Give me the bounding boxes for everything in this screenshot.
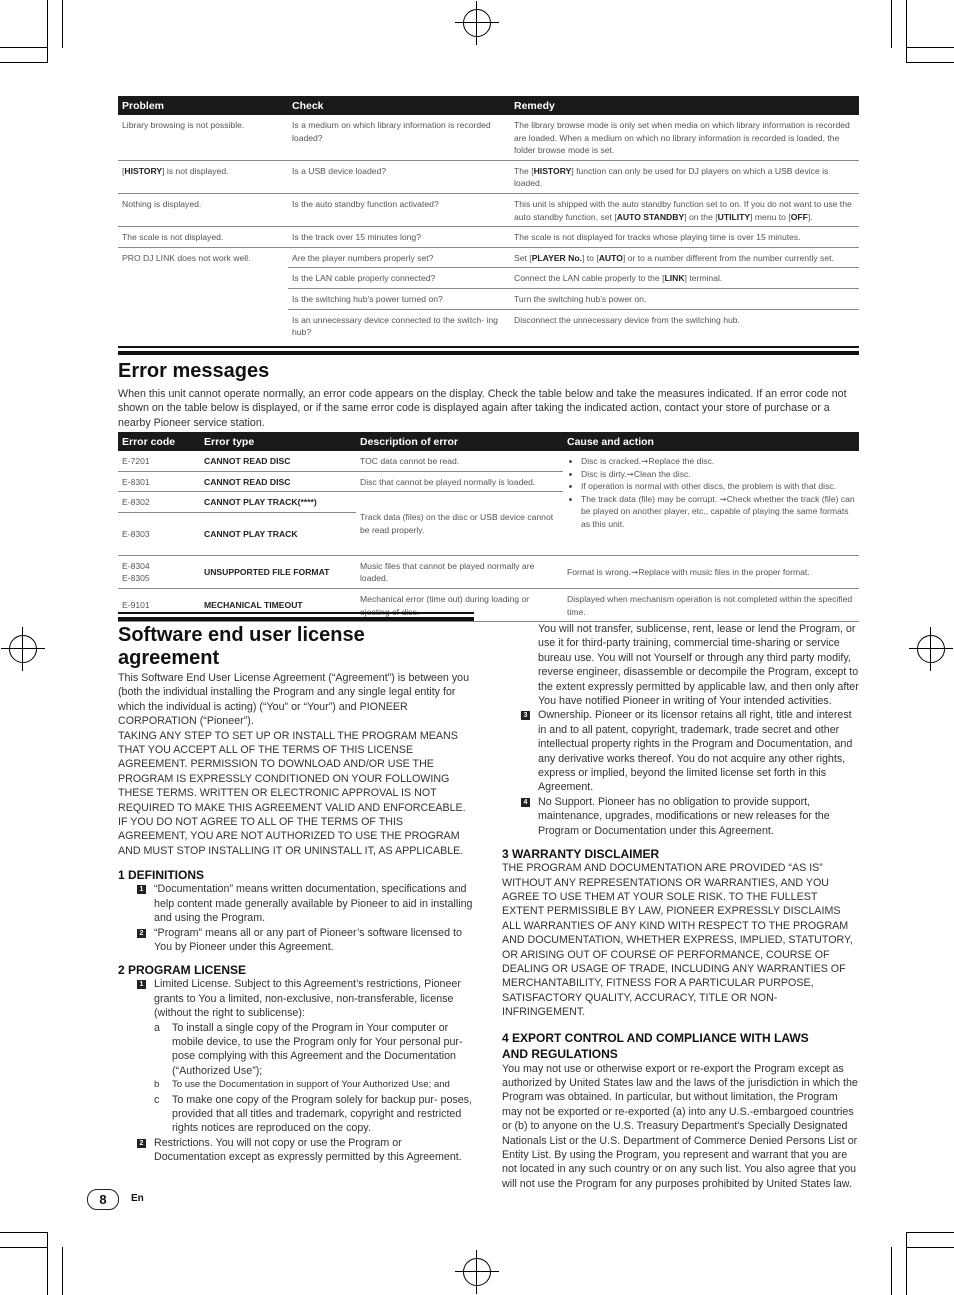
problem-cell: [HISTORY] is not displayed.	[118, 160, 288, 193]
page-number-badge: 8	[87, 1189, 119, 1210]
list-item: • Disc is dirty.➞Clean the disc.	[581, 468, 855, 481]
crop-mark	[0, 1232, 48, 1233]
section-4-heading: 4 EXPORT CONTROL AND COMPLIANCE WITH LAWS AND REGULATIONS	[502, 1030, 809, 1061]
crop-mark	[906, 1232, 907, 1295]
col-header-description: Description of error	[356, 432, 563, 451]
warranty-text: THE PROGRAM AND DOCUMENTATION ARE PROVIDED “AS IS” WITHOUT ANY REPRESENTATIONS OR WARRANTIES, AND YOU AGREE TO USE THEM AT YOUR SOLE RISK. TO THE FULLEST EXTENT PERMISSIBLE BY LAW, PIONEER EXPRESSLY DISCLAIMS ALL WARRANTIES OF ANY KIND WITH RESPECT TO THE PROGRAM AND DOCUMENTATION, WHETHER EXPRESS, IMPLIED, STATUTORY, OR ARISING OUT OF COURSE OF PERFORMANCE, COURSE OF DEALING OR USAGE OF TRADE, INCLUDING ANY WARRANTIES OF MERCHANTABILITY, FITNESS FOR A PARTICULAR PURPOSE, SATISFACTORY QUALITY, ACCURACY, TITLE OR NON-INFRINGEMENT.	[502, 862, 853, 1019]
list-item: 2 Restrictions. You will not copy or use the Program or Documentation except as expressly permitted by this Agreement.	[118, 1136, 474, 1165]
error-code-cell: E-8301	[118, 471, 200, 492]
col-header-problem: Problem	[118, 96, 288, 115]
check-cell: Is a USB device loaded?	[288, 160, 510, 193]
number-badge: 3	[521, 711, 530, 720]
section-3-heading: 3 WARRANTY DISCLAIMER	[502, 847, 660, 862]
section-1-heading: 1 DEFINITIONS	[118, 868, 205, 883]
table-row	[118, 247, 859, 268]
list-item: • If operation is normal with other discs, the problem is with that disc.	[581, 480, 855, 493]
section-rule	[118, 617, 474, 621]
problem-cell: Nothing is displayed.	[118, 193, 288, 226]
error-type-cell: CANNOT READ DISC	[200, 471, 356, 492]
description-cell: Music files that cannot be played normally are loaded.	[356, 555, 563, 588]
col-header-cause: Cause and action	[563, 432, 859, 451]
list-item: 1 Limited License. Subject to this Agreement’s restrictions, Pioneer grants to You a limited, non-exclusive, non-transferable, license (without the right to sublicense):	[118, 977, 474, 1020]
language-label: En	[131, 1193, 144, 1204]
remedy-cell: Disconnect the unnecessary device from the switching hub.	[514, 314, 740, 325]
error-code-cell: E-7201	[118, 451, 200, 471]
description-cell: Disc that cannot be played normally is loaded.	[356, 471, 563, 492]
remedy-cell: Turn the switching hub’s power on.	[510, 288, 859, 309]
license-title-line: agreement	[118, 647, 220, 669]
check-cell: Is the auto standby function activated?	[288, 193, 510, 226]
list-item: 3 Ownership. Pioneer or its licensor retains all right, title and interest in and to all patent, copyright, trademark, trade secret and other intellectual property rights in the Program and Documentation, and any derivative works thereof. You do not acquire any other rights, express or implied, beyond the limited license set forth in this Agreement.	[502, 708, 859, 794]
col-header-check: Check	[288, 96, 510, 115]
error-messages-title: Error messages	[118, 360, 270, 382]
table-row	[118, 451, 859, 471]
list-item: 4 No Support. Pioneer has no obligation to provide support, maintenance, upgrades, modifications or new releases for the Program or Documentation under this Agreement.	[502, 795, 859, 838]
table-row	[118, 160, 859, 193]
description-cell: Mechanical error (time out) during loading or	[356, 588, 563, 621]
col-header-error-code: Error code	[118, 432, 200, 451]
section-rule	[118, 612, 474, 614]
section-rule	[118, 351, 859, 355]
number-badge: 1	[137, 980, 146, 989]
description-cell: TOC data cannot be read.	[356, 451, 563, 471]
error-type-cell: CANNOT PLAY TRACK(****)	[200, 492, 356, 513]
number-badge: 1	[137, 885, 146, 894]
number-badge: 2	[137, 929, 146, 938]
table-row	[118, 115, 859, 160]
list-item-continued: You will not transfer, sublicense, rent, lease or lend the Program, or use it for third-party training, commercial time-sharing or service bureau use. You will not Yourself or through any third party modify, reverse engineer, disassemble or decompile the Program, except to the extent expressly permitted by applicable law, and then only after You have notified Pioneer in writing of Your intended activities.	[538, 623, 859, 708]
error-type-cell: CANNOT PLAY TRACK	[200, 512, 356, 555]
table-row	[118, 555, 859, 588]
error-code-cell: E-8303	[118, 512, 200, 555]
error-type-cell: CANNOT READ DISC	[200, 451, 356, 471]
check-cell: Is an unnecessary device connected to the switch- ing hub?	[292, 314, 498, 338]
remedy-cell: The [HISTORY] function can only be used for DJ players on which a USB device is loaded.	[510, 160, 859, 193]
section-2-heading: 2 PROGRAM LICENSE	[118, 963, 247, 978]
check-cell: Is a medium on which library information is recorded loaded?	[288, 115, 510, 160]
registration-mark	[917, 635, 945, 663]
error-type-cell: MECHANICAL TIMEOUT	[200, 588, 356, 621]
list-item: b To use the Documentation in support of Your Authorized Use; and	[154, 1079, 450, 1091]
crop-mark	[906, 0, 907, 62]
list-item: • The track data (file) may be corrupt. ➞Check whether the track (file) can be played on another player, etc., capable of playing the same formats as this unit.	[581, 493, 855, 531]
error-messages-intro: When this unit cannot operate normally, an error code appears on the display. Check the table below and take the measures indicated. If an error code not shown on the table below is displayed, or if the same error code is displayed again after taking the indicated action, contact your store of purchase or a nearby Pioneer service station.	[118, 388, 847, 429]
remedy-cell: The library browse mode is only set when media on which library information is recorded are loaded. When a medium on which no library information is recorded is loaded, the folder browse mode is set.	[510, 115, 859, 160]
export-text: You may not use or otherwise export or re-export the Program except as authorized by United States law and the laws of the jurisdiction in which the Program was obtained. In particular, but without limitation, the Program may not be exported or re-exported (a) into any U.S.-embargoed countries or (b) to anyone on the U.S. Treasury Department's Specially Designated Nationals List or the U.S. Department of Commerce Denied Persons List or Entity List. By using the Program, you represent and warrant that you are not located in any such country or on any such list. You also agree that you will not use the Program for any purposes prohibited by United States law.	[502, 1062, 858, 1190]
crop-mark	[47, 0, 48, 62]
check-cell: Are the player numbers properly set?	[288, 247, 510, 268]
number-badge: 2	[137, 1139, 146, 1148]
error-code-cell: E-8302	[118, 492, 200, 513]
crop-mark	[0, 1247, 48, 1248]
col-header-remedy: Remedy	[510, 96, 859, 115]
list-item: 2 “Program” means all or any part of Pioneer’s software licensed to You by Pioneer under this Agreement.	[118, 926, 474, 955]
table-row	[118, 227, 859, 248]
error-code-cell: E-8304 E-8305	[118, 555, 200, 588]
remedy-cell: Connect the LAN cable properly to the [LINK] terminal.	[510, 268, 859, 289]
cause-cell	[563, 451, 859, 555]
crop-mark	[906, 1232, 954, 1233]
check-cell: Is the switching hub’s power turned on?	[288, 288, 510, 309]
description-cell: Track data (files) on the disc or USB device cannot be read properly.	[356, 492, 563, 556]
registration-mark	[463, 9, 491, 37]
crop-mark	[62, 1247, 63, 1295]
license-intro: This Software End User License Agreement (“Agreement”) is between you (both the individual installing the Program and any single legal entity for which the individual is acting) (“You” or “Your”) and PIONEER CORPORATION (“Pioneer”).	[118, 672, 470, 728]
problem-cell: PRO DJ LINK does not work well.	[122, 252, 251, 263]
crop-mark	[891, 0, 892, 48]
cause-cell: Format is wrong.➞Replace with music files in the proper format.	[563, 555, 859, 588]
crop-mark	[62, 0, 63, 48]
crop-mark	[0, 47, 48, 48]
list-item: c To make one copy of the Program solely for backup pur- poses, provided that all titles and trademark, copyright and restricted rights notices are reproduced on the copy.	[154, 1093, 472, 1135]
registration-mark	[9, 635, 37, 663]
check-cell: Is the LAN cable properly connected?	[288, 268, 510, 289]
section-rule	[118, 346, 859, 348]
table-row	[118, 193, 859, 226]
number-badge: 4	[521, 798, 530, 807]
error-code-table	[118, 432, 859, 622]
crop-mark	[0, 62, 48, 63]
registration-mark	[463, 1258, 491, 1286]
list-item: 1 “Documentation” means written documentation, specifications and help content made generally available by Pioneer to aid in installing and using the Program.	[118, 882, 474, 925]
problem-cell: Library browsing is not possible.	[118, 115, 288, 160]
crop-mark	[906, 47, 954, 48]
remedy-cell: Set [PLAYER No.] to [AUTO] or to a number different from the number currently set.	[510, 247, 859, 268]
cause-cell: Displayed when mechanism operation is not completed within the specified time.	[563, 588, 859, 621]
license-caps: TAKING ANY STEP TO SET UP OR INSTALL THE PROGRAM MEANS THAT YOU ACCEPT ALL OF THE TERMS OF THIS LICENSE AGREEMENT. PERMISSION TO DOWNLOAD AND/OR USE THE PROGRAM IS EXPRESSLY CONDITIONED ON YOUR FOLLOWING THESE TERMS. WRITTEN OR ELECTRONIC APPROVAL IS NOT REQUIRED TO MAKE THIS AGREEMENT VALID AND ENFORCEABLE. IF YOU DO NOT AGREE TO ALL OF THE TERMS OF THIS AGREEMENT, YOU ARE NOT AUTHORIZED TO USE THE PROGRAM AND MUST STOP INSTALLING IT OR UNINSTALL IT, AS APPLICABLE.	[118, 729, 466, 857]
license-title	[118, 624, 474, 670]
crop-mark	[906, 1247, 954, 1248]
check-cell: Is the track over 15 minutes long?	[288, 227, 510, 248]
license-left-column	[118, 671, 474, 1165]
list-item: • Disc is cracked.➞Replace the disc.	[581, 455, 855, 468]
error-type-cell: UNSUPPORTED FILE FORMAT	[200, 555, 356, 588]
col-header-error-type: Error type	[200, 432, 356, 451]
problem-cell: The scale is not displayed.	[118, 227, 288, 248]
license-title-line: Software end user license	[118, 624, 365, 646]
remedy-cell: The scale is not displayed for tracks whose playing time is over 15 minutes.	[510, 227, 859, 248]
list-item: a To install a single copy of the Program in Your computer or mobile device, to use the Program only for Your personal pur- pose complying with this Agreement and the Documentation (“Authorized Use”);	[154, 1021, 463, 1077]
crop-mark	[47, 1232, 48, 1295]
crop-mark	[891, 1247, 892, 1295]
license-right-column	[502, 622, 859, 1191]
troubleshooting-table	[118, 96, 859, 342]
remedy-cell: This unit is shipped with the auto standby function set to on. If you do not want to use the auto standby function, set [AUTO STANDBY] on the [UTILITY] menu to [OFF].	[510, 193, 859, 226]
cause-list	[567, 455, 855, 531]
crop-mark	[906, 62, 954, 63]
error-code-cell: E-9101	[118, 588, 200, 621]
